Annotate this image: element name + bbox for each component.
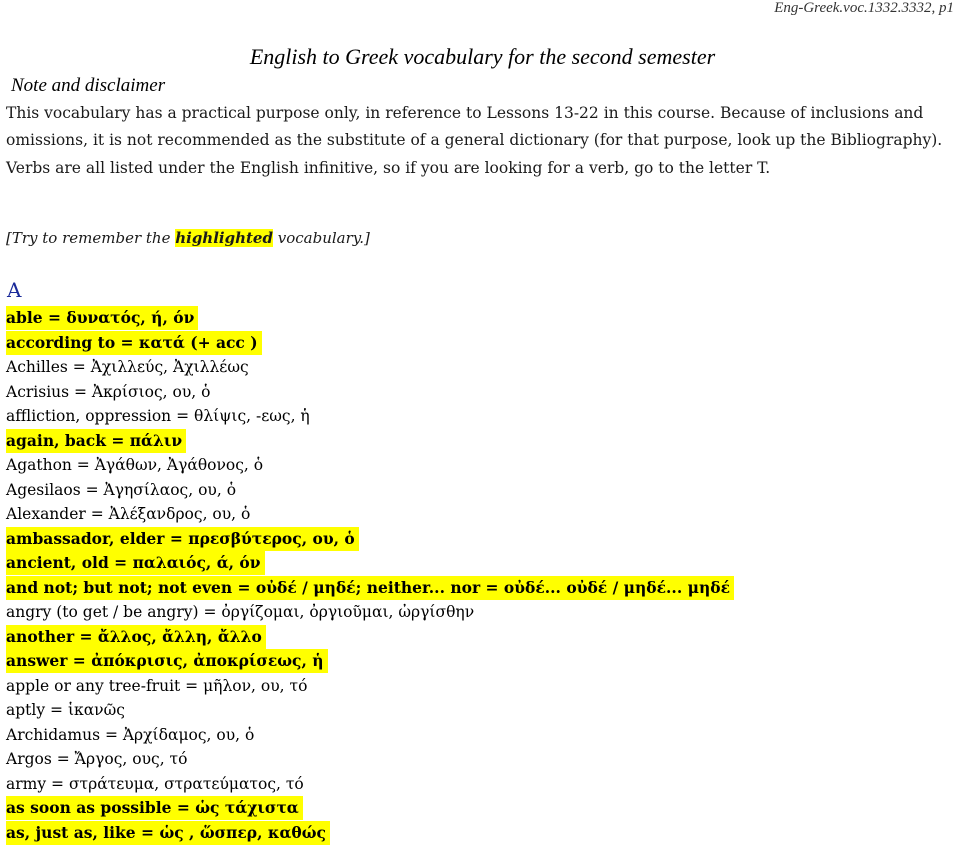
vocabulary-entry <box>0 600 960 625</box>
entry-text: answer = ἀπόκρισις, ἀποκρίσεως, ἡ <box>6 649 328 673</box>
vocabulary-entry <box>0 649 960 674</box>
entry-text: aptly = ἱκανῶς <box>6 701 125 719</box>
vocabulary-entry <box>0 453 960 478</box>
entry-text: apple or any tree-fruit = μῆλον, ου, τό <box>6 676 308 695</box>
entry-text: Argos = Ἄργος, ους, τό <box>6 750 188 768</box>
entry-text: as, just as, like = ὡς , ὥσπερ, καθώς <box>6 821 330 845</box>
vocabulary-entry <box>0 306 960 331</box>
vocabulary-entry <box>0 796 960 821</box>
entry-text: according to = κατά (+ acc ) <box>6 331 262 355</box>
vocabulary-entry <box>0 404 960 429</box>
document-title: English to Greek vocabulary for the second semester <box>249 44 716 69</box>
vocabulary-entry <box>0 331 960 356</box>
vocabulary-entry <box>0 723 960 748</box>
intro-paragraph: Verbs are all listed under the English infinitive, so if you are looking for a verb, go to the letter T. <box>6 158 771 177</box>
instruction-text: vocabulary.] <box>272 229 370 247</box>
vocabulary-entry <box>0 478 960 503</box>
entry-text: as soon as possible = ὡς τάχιστα <box>6 796 303 820</box>
vocabulary-entry <box>0 821 960 846</box>
entry-text: Alexander = Ἀλέξανδρος, ου, ὁ <box>6 505 251 523</box>
vocabulary-entry <box>0 380 960 405</box>
vocabulary-entry <box>0 502 960 527</box>
entry-text: angry (to get / be angry) = ὀργίζομαι, ὀργιοῦμαι, ὠργίσθην <box>6 603 475 621</box>
entry-text: again, back = πάλιν <box>6 429 186 453</box>
vocabulary-entry <box>0 551 960 576</box>
entry-text: Agathon = Ἀγάθων, Ἀγάθονος, ὁ <box>6 456 264 474</box>
intro-text <box>6 100 954 182</box>
section-letter: A <box>7 278 22 302</box>
vocabulary-entry <box>0 625 960 650</box>
vocabulary-entry <box>0 576 960 601</box>
highlight-instruction <box>6 229 370 247</box>
entry-text: Achilles = Ἀχιλλεύς, Ἀχιλλέως <box>6 358 249 376</box>
vocabulary-entry <box>0 674 960 699</box>
intro-paragraph: This vocabulary has a practical purpose only, in reference to Lessons 13-22 in this course. Because of inclusions and omissions, it is not recommended as the substitute of a general dictionary (for that purpose, look up the Bibliography). <box>6 104 943 150</box>
entry-text: ancient, old = παλαιός, ά, όν <box>6 551 265 575</box>
vocabulary-entry <box>0 355 960 380</box>
vocabulary-entry <box>0 747 960 772</box>
entry-text: army = στράτευμα, στρατεύματος, τό <box>6 774 304 793</box>
vocabulary-entry <box>0 698 960 723</box>
entry-text: ambassador, elder = πρεσβύτερος, ου, ὁ <box>6 527 359 551</box>
instruction-text: [Try to remember the <box>6 229 176 247</box>
entry-text: Agesilaos = Ἀγησίλαος, ου, ὁ <box>6 480 237 499</box>
highlighted-word: highlighted <box>175 229 273 247</box>
entry-text: able = δυνατός, ή, όν <box>6 306 198 330</box>
entry-text: Archidamus = Ἀρχίδαμος, ου, ὁ <box>6 725 255 744</box>
vocabulary-list <box>0 306 960 845</box>
note-heading: Note and disclaimer <box>11 75 166 96</box>
vocabulary-entry <box>0 772 960 797</box>
entry-text: Acrisius = Ἀκρίσιος, ου, ὁ <box>6 382 211 401</box>
entry-text: affliction, oppression = θλίψις, -εως, ἡ <box>6 407 310 425</box>
page-reference: Eng-Greek.voc.1332.3332, p1 <box>774 0 954 16</box>
entry-text: another = ἄλλος, ἄλλη, ἄλλο <box>6 625 266 649</box>
vocabulary-entry <box>0 527 960 552</box>
entry-text: and not; but not; not even = οὐδέ / μηδέ; neither... nor = οὐδέ... οὐδέ / μηδέ... μηδέ <box>6 576 734 600</box>
vocabulary-entry <box>0 429 960 454</box>
